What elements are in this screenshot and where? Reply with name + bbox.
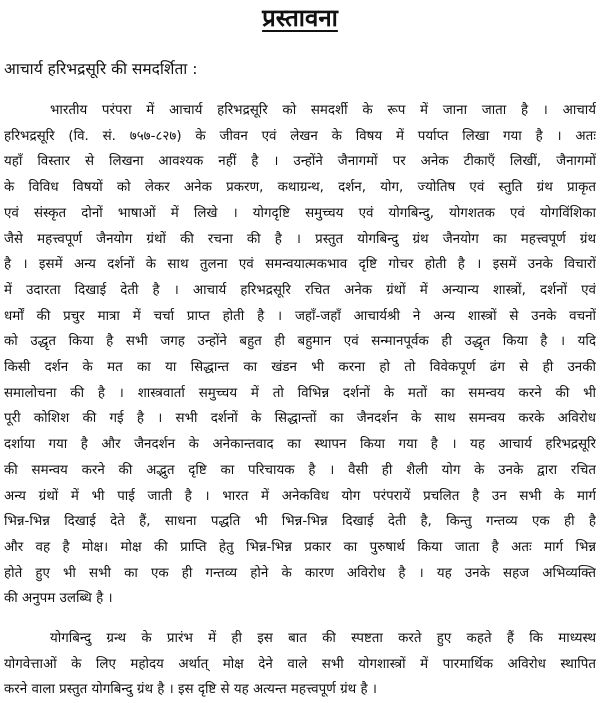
paragraph-1-line: है । इसमें अन्य दर्शनों के साथ तुलना एवं समन्वयात्मकभाव दृष्टि गोचर होती है । इसमें उनके विचारों <box>4 257 596 273</box>
paragraph-1-line: किसी दर्शन के मत का या सिद्धान्त का खंडन भी करना हो तो विवेकपूर्ण ढंग से ही उनकी <box>4 360 596 376</box>
paragraph-1-line: अन्य ग्रंथों में भी पाई जाती है । भारत में अनेकविध योग परंपरायें प्रचलित है उन सभी के मार्ग <box>4 488 596 504</box>
paragraph-1-line: होते हुए भी सभी का एक ही गन्तव्य होने के कारण अविरोध है । यह उनके सहज अभिव्यक्ति <box>4 565 596 581</box>
paragraph-1-line: के विविध विषयों को लेकर अनेक प्रकरण, कथाग्रन्थ, दर्शन, योग, ज्योतिष एवं स्तुति ग्रंथ प्राकृत <box>4 180 596 196</box>
paragraph-2-line: योगवेत्ताओं के लिए महोदय अर्थात् मोक्ष देने वाले सभी योगशास्त्रों में पारमार्थिक अविरोध स्थापित <box>4 656 596 672</box>
paragraph-1-line: दर्शाया गया है और जैनदर्शन के अनेकान्तवाद का स्थापन किया गया है । यह आचार्य हरिभद्रसूरि <box>4 437 596 453</box>
section-heading: आचार्य हरिभद्रसूरि की समदर्शिता : <box>4 60 198 78</box>
paragraph-1-line: भारतीय परंपरा में आचार्य हरिभद्रसूरि को समदर्शी के रूप में जाना जाता है । आचार्य <box>50 103 596 118</box>
paragraph-1-line: यहाँ विस्तार से लिखना आवश्यक नहीं है । उन्होंने जैनागमों पर अनेक टीकाएँ लिखीं, जैनागमों <box>4 154 596 170</box>
paragraph-1-line: और वह है मोक्ष। मोक्ष की प्राप्ति हेतु भिन्न-भिन्न प्रकार का पुरुषार्थ किया जाता है अतः मार्ग भिन्न <box>4 539 596 555</box>
paragraph-1-line: की अनुपम उलब्धि है । <box>4 591 113 607</box>
paragraph-1-line: एवं संस्कृत दोनों भाषाओं में लिखे । योगदृष्टि समुच्चय एवं योगबिन्दु, योगशतक एवं योगविंशिका <box>4 205 596 221</box>
paragraph-1-line: की समन्वय करने की अद्भुत दृष्टि का परिचायक है । वैसी ही शैली योग के उनके द्वारा रचित <box>4 462 596 478</box>
paragraph-1 <box>4 98 596 612</box>
paragraph-2 <box>4 626 596 703</box>
paragraph-1-line: में उदारता दिखाई देती है । आचार्य हरिभद्रसूरि रचित अनेक ग्रंथों में अन्यान्य शास्त्रों, दर्शनों एवं <box>4 282 596 298</box>
paragraph-1-line: पूरी कोशिश की गई है । सभी दर्शनों के सिद्धान्तों का जैनदर्शन के साथ समन्वय करके अविरोध <box>4 411 596 427</box>
paragraph-1-line: भिन्न-भिन्न दिखाई देते हैं, साधना पद्धति भी भिन्न-भिन्न दिखाई देती है, किन्तु गन्तव्य एक ही है <box>4 514 596 530</box>
paragraph-1-line: को उद्धृत किया है सभी जगह उन्होंने बहुत ही बहुमान एवं सन्मानपूर्वक ही उद्धृत किया है । यदि <box>4 334 596 350</box>
paragraph-1-line: हरिभद्रसूरि (वि. सं. ७५७-८२७) के जीवन एवं लेखन के विषय में पर्याप्त लिखा गया है । अतः <box>4 128 596 144</box>
paragraph-1-line: धर्मों की प्रचुर मात्रा में चर्चा प्राप्त होती है । जहाँ-जहाँ आचार्यश्री ने अन्य शास्त्रों से उनके वचनों <box>4 308 596 324</box>
document-page <box>4 0 596 703</box>
paragraph-1-line: समालोचना की है । शास्त्रवार्ता समुच्चय में तो विभिन्न दर्शनों के मतों का समन्वय करने की भी <box>4 385 596 401</box>
paragraph-1-line: जैसे महत्त्वपूर्ण जैनयोग ग्रंथों की रचना की है । प्रस्तुत योगबिन्दु ग्रंथ जैनयोग का महत्त्वपूर्ण ग्रंथ <box>4 231 596 247</box>
paragraph-2-line: करने वाला प्रस्तुत योगबिन्दु ग्रंथ है । इस दृष्टि से यह अत्यन्त महत्त्वपूर्ण ग्रंथ है । <box>4 682 377 698</box>
page-title: प्रस्तावना <box>262 4 338 32</box>
paragraph-2-line: योगबिन्दु ग्रन्थ के प्रारंभ में ही इस बात की स्पष्टता करते हुए कहते हैं कि माध्यस्थ <box>50 631 596 647</box>
